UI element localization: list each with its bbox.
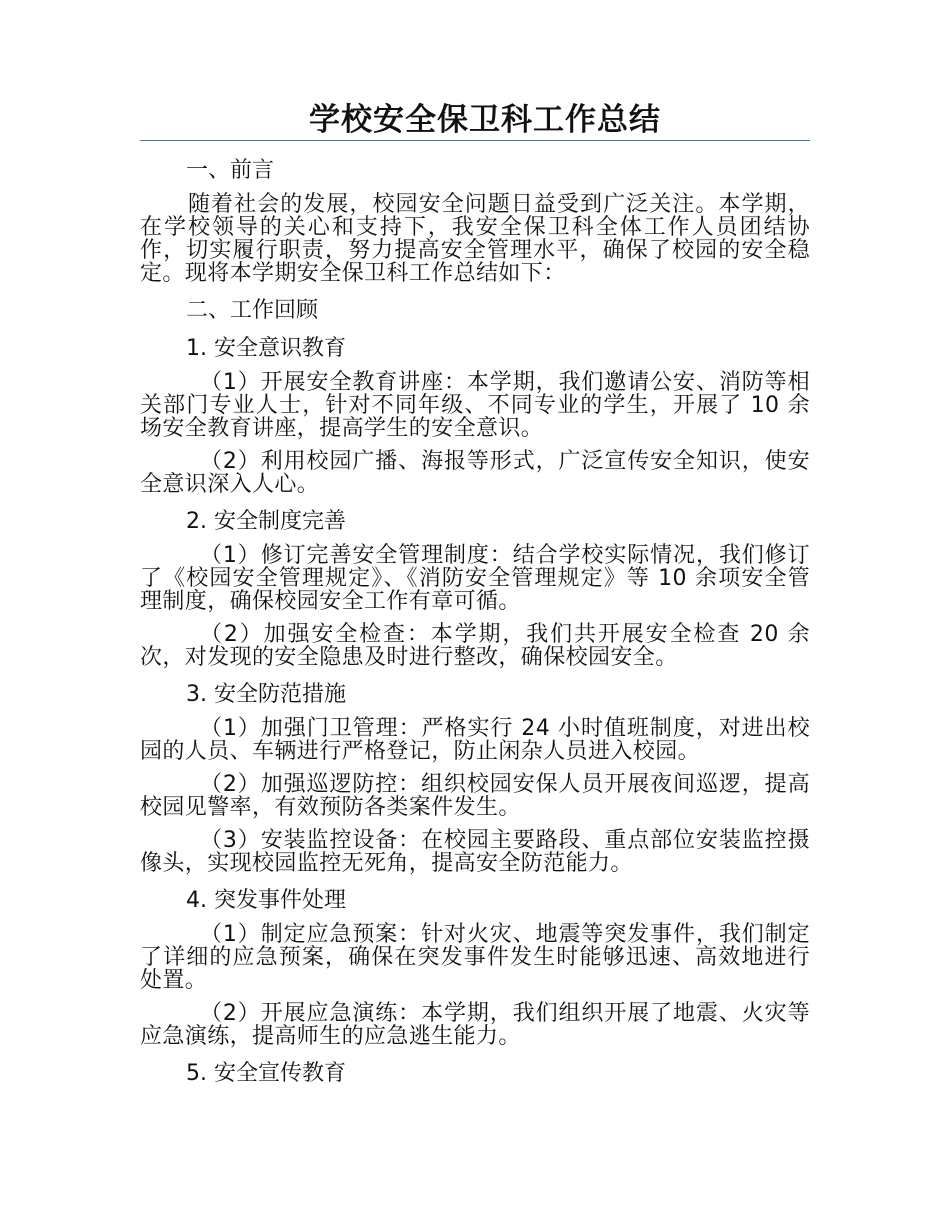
list-paragraph: （2）加强安全检查：本学期，我们共开展安全检查 20 余次，对发现的安全隐患及时进行整改，确保校园安全。 — [140, 622, 810, 670]
section-heading: 2. 安全制度完善 — [186, 509, 346, 534]
section-heading: 4. 突发事件处理 — [186, 888, 346, 913]
title-underline — [140, 140, 810, 141]
list-paragraph: （3）安装监控设备：在校园主要路段、重点部位安装监控摄像头，实现校园监控无死角，提高安全防范能力。 — [140, 828, 810, 876]
document-title: 学校安全保卫科工作总结 — [309, 102, 661, 138]
list-paragraph: （1）修订完善安全管理制度：结合学校实际情况，我们修订了《校园安全管理规定》、《消防安全管理规定》等 10 余项安全管理制度，确保校园安全工作有章可循。 — [140, 543, 810, 614]
document-page — [140, 100, 810, 1096]
section-heading: 5. 安全宣传教育 — [186, 1061, 346, 1086]
list-paragraph: （2）利用校园广播、海报等形式，广泛宣传安全知识，使安全意识深入人心。 — [140, 449, 810, 497]
section-heading: 3. 安全防范措施 — [186, 682, 346, 707]
section-heading: 1. 安全意识教育 — [186, 336, 346, 361]
list-paragraph: （1）制定应急预案：针对火灾、地震等突发事件，我们制定了详细的应急预案，确保在突发事件发生时能够迅速、高效地进行处置。 — [140, 922, 810, 993]
body-paragraph: 随着社会的发展，校园安全问题日益受到广泛关注。本学期，在学校领导的关心和支持下，我安全保卫科全体工作人员团结协作，切实履行职责，努力提高安全管理水平，确保了校园的安全稳定。现将本学期安全保卫科工作总结如下： — [140, 192, 810, 286]
list-paragraph: （2）开展应急演练：本学期，我们组织开展了地震、火灾等应急演练，提高师生的应急逃生能力。 — [140, 1001, 810, 1049]
list-paragraph: （1）开展安全教育讲座：本学期，我们邀请公安、消防等相关部门专业人士，针对不同年级、不同专业的学生，开展了 10 余场安全教育讲座，提高学生的安全意识。 — [140, 370, 810, 441]
list-paragraph: （1）加强门卫管理：严格实行 24 小时值班制度，对进出校园的人员、车辆进行严格登记，防止闲杂人员进入校园。 — [140, 716, 810, 764]
document-body — [140, 155, 810, 1090]
list-paragraph: （2）加强巡逻防控：组织校园安保人员开展夜间巡逻，提高校园见警率，有效预防各类案件发生。 — [140, 772, 810, 820]
section-heading: 二、工作回顾 — [186, 298, 319, 323]
section-heading: 一、前言 — [186, 158, 275, 183]
